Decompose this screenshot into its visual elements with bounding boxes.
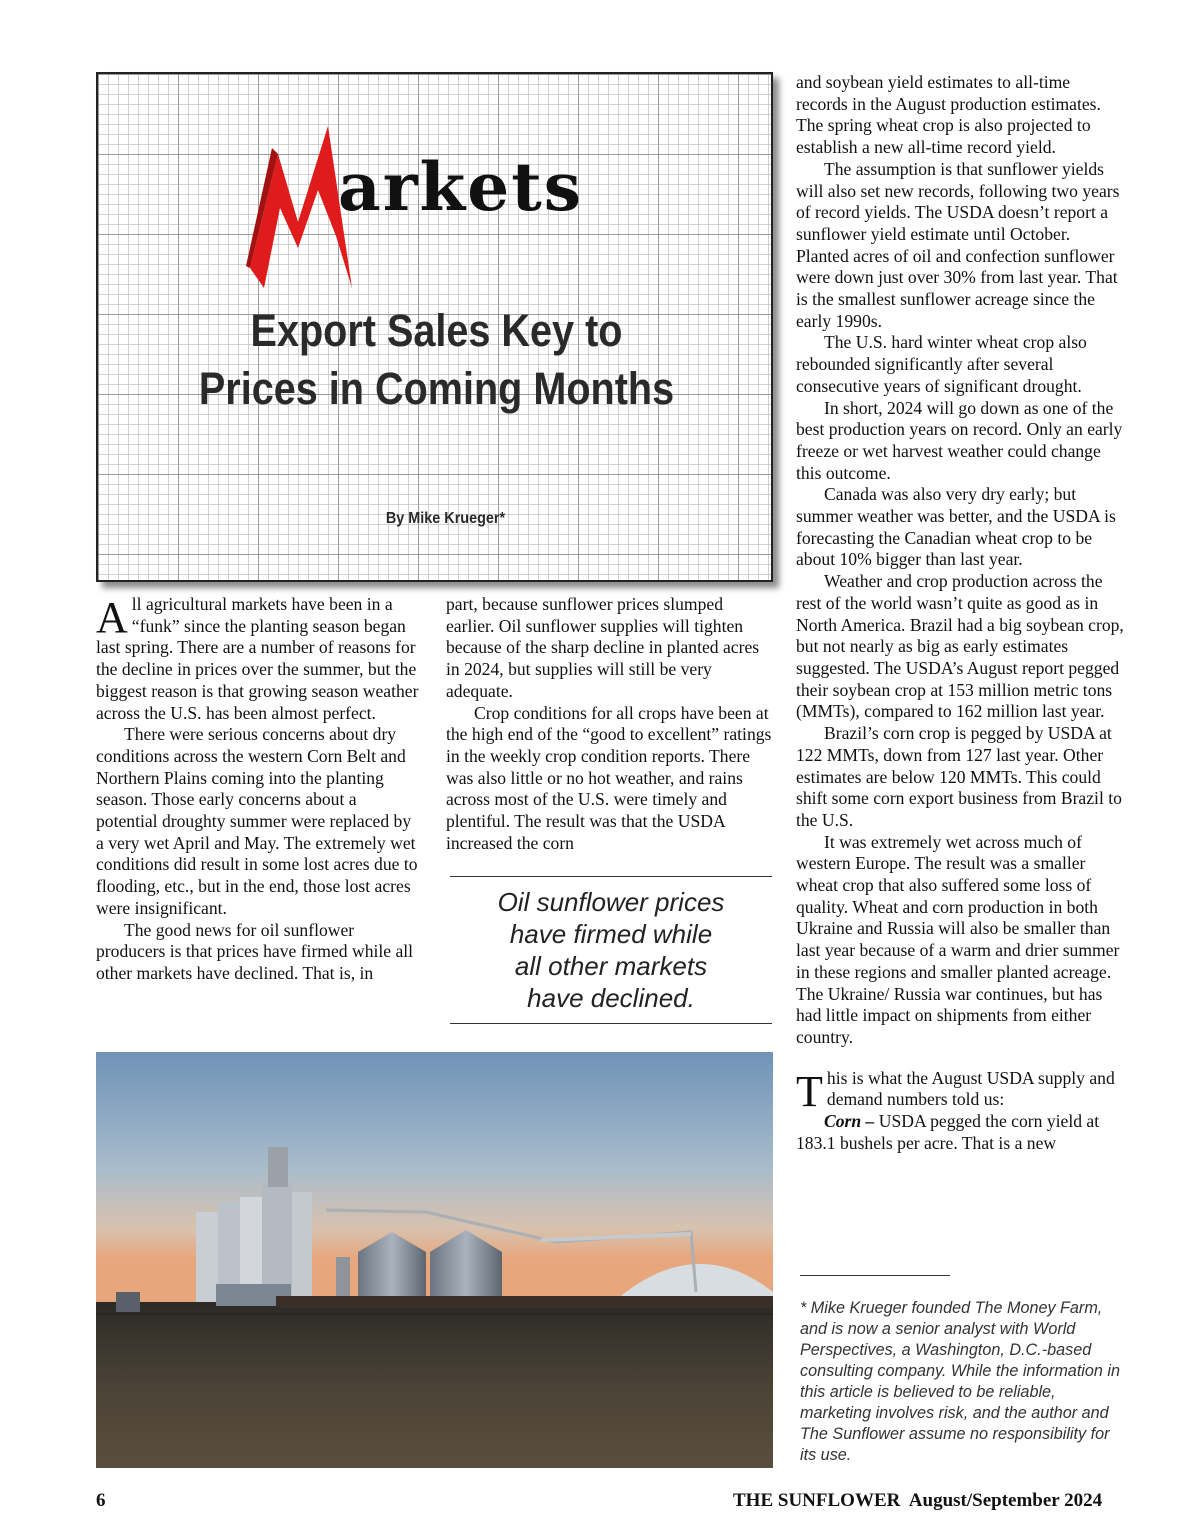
pullquote-line: Oil sunflower prices bbox=[497, 887, 725, 917]
subhead-corn: Corn – bbox=[824, 1111, 875, 1132]
grain-elevator-photo bbox=[96, 1052, 773, 1468]
drop-cap: A bbox=[96, 593, 128, 642]
paragraph: The U.S. hard winter wheat crop also rebounded significantly after several consecutive years of significant drought. bbox=[796, 332, 1087, 396]
footnote-rule bbox=[800, 1275, 950, 1276]
markets-logo-m bbox=[236, 98, 352, 300]
byline: By Mike Krueger* bbox=[385, 510, 506, 527]
pullquote-line: have firmed while bbox=[509, 919, 713, 949]
paragraph: Brazil’s corn crop is pegged by USDA at 122 MMTs, down from 127 last year. Other estimates are below 120 MMTs. This could shift some corn export business from Brazil to the U.S. bbox=[796, 723, 1122, 830]
author-footnote: * Mike Krueger founded The Money Farm, and is now a senior analyst with World Perspectives, a Washington, D.C.-based consulting company. While the information in this article is believed to be reliable, marketing involves risk, and the author and The Sunflower assume no responsibility for its use. bbox=[800, 1299, 1121, 1464]
paragraph: Canada was also very dry early; but summer weather was better, and the USDA is forecasting the Canadian wheat crop to be about 10% bigger than last year. bbox=[796, 484, 1116, 570]
paragraph: Crop conditions for all crops have been at the high end of the “good to excellent” ratings in the weekly crop condition reports. There was also little or no hot weather, and rains across most of the U.S. were timely and plentiful. The result was that the USDA increased the corn bbox=[446, 702, 772, 853]
pullquote bbox=[450, 886, 772, 1014]
paragraph: It was extremely wet across much of western Europe. The result was a smaller wheat crop that also suffered some loss of quality. Wheat and corn production in both Ukraine and Russia will also be smaller than last year because of a warm and drier summer in these regions and smaller planted acreage. The Ukraine/ Russia war continues, but has had little impact on shipments from either country. bbox=[796, 831, 1120, 1047]
paragraph: In short, 2024 will go down as one of the best production years on record. Only an early freeze or wet harvest weather could change this outcome. bbox=[796, 397, 1123, 483]
paragraph bbox=[796, 1066, 1124, 1116]
pullquote-bottom-rule bbox=[450, 1023, 772, 1024]
paragraph: Weather and crop production across the rest of the world wasn’t quite as good as in North America. Brazil had a big soybean crop, but not nearly as big as early estimates suggested. The USDA’s August report pegged their soybean crop at 153 million metric tons (MMTs), compared to 162 million last year. bbox=[796, 571, 1124, 722]
paragraph-text: USDA pegged the corn yield at 183.1 bushels per acre. That is a new bbox=[796, 1111, 1100, 1153]
column-3 bbox=[796, 72, 1124, 1154]
paragraph: and soybean yield estimates to all-time records in the August production estimates. The spring wheat crop is also projected to establish a new all-time record yield. bbox=[796, 72, 1101, 158]
paragraph-gap bbox=[796, 1049, 1124, 1068]
headline-line-1: Export Sales Key to bbox=[250, 305, 623, 356]
column-2 bbox=[446, 594, 772, 854]
paragraph-text: his is what the August USDA supply and demand numbers told us: bbox=[826, 1067, 1115, 1110]
markets-logo-text: arkets bbox=[338, 148, 583, 226]
paragraph: The assumption is that sunflower yields will also set new records, following two years of record yields. The USDA doesn’t report a sunflower yield estimate until October. Planted acres of oil and confection sunflower were down just over 30% from last year. That is the smallest sunflower acreage since the early 1990s. bbox=[796, 158, 1120, 331]
pullquote-top-rule bbox=[450, 876, 772, 877]
headline-line-2: Prices in Coming Months bbox=[198, 363, 675, 414]
paragraph bbox=[796, 1111, 1124, 1154]
pullquote-line: have declined. bbox=[527, 983, 695, 1013]
paragraph: part, because sunflower prices slumped earlier. Oil sunflower supplies will tighten because of the sharp decline in planted acres in 2024, but supplies will still be very adequate. bbox=[446, 594, 760, 701]
paragraph: There were serious concerns about dry conditions across the western Corn Belt and Northern Plains coming into the planting season. Those early concerns about a potential droughty summer were replaced by a very wet April and May. The extremely wet conditions did result in some lost acres due to flooding, etc., but in the end, those lost acres were insignificant. bbox=[96, 724, 418, 918]
paragraph bbox=[96, 594, 422, 724]
paragraph-text: ll agricultural markets have been in a “funk” since the planting season began last spring. There are a number of reasons for the decline in prices over the summer, but the biggest reason is that growing season weather across the U.S. has been almost perfect. bbox=[96, 594, 419, 723]
paragraph: The good news for oil sunflower producers is that prices have firmed while all other markets have declined. That is, in bbox=[96, 919, 414, 983]
page-number: 6 bbox=[96, 1490, 106, 1511]
logo-initial-letter: M bbox=[236, 98, 237, 99]
markets-header-box bbox=[96, 72, 773, 582]
pullquote-line: all other markets bbox=[514, 951, 708, 981]
drop-cap: T bbox=[796, 1066, 823, 1116]
article-headline bbox=[139, 302, 735, 418]
running-footer-title: THE SUNFLOWER August/September 2024 bbox=[733, 1490, 1103, 1511]
grain-elevator-image bbox=[96, 1052, 773, 1468]
column-1 bbox=[96, 594, 422, 985]
